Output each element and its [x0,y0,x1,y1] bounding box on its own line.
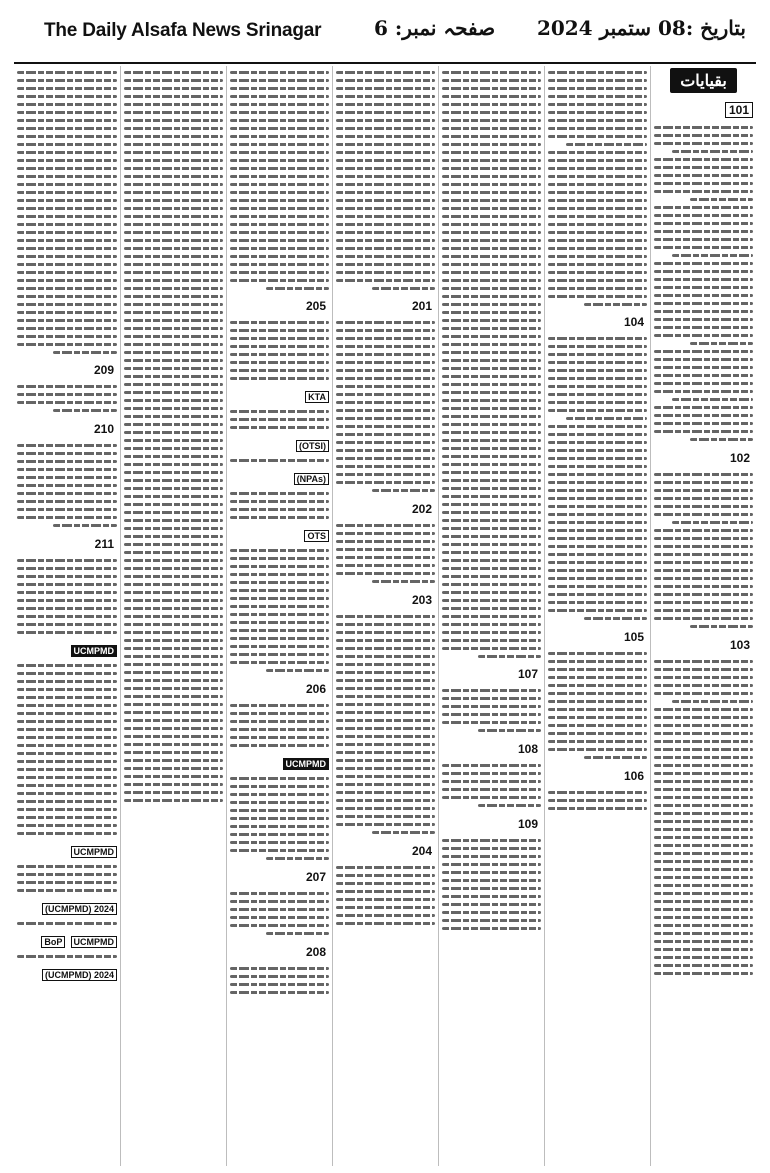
story-number: 205 [305,299,326,313]
publication-name: The Daily Alsafa News Srinagar [44,20,322,41]
ucmpmd-tag: UCMPMD [283,758,330,770]
story-202 [336,498,435,583]
story-107 [442,663,541,732]
story-205 [230,295,329,672]
column-7 [14,66,120,1166]
story-210 [17,418,117,527]
ucmpmd-tag: (UCMPMD) 2024 [42,969,117,981]
story-203 [336,589,435,834]
story-101 [654,99,753,441]
column-4 [332,66,438,1166]
story-number: 103 [729,638,750,652]
story-209 [17,359,117,412]
story-number: 206 [305,682,326,696]
story-105 [548,626,647,759]
section-title: بقیایات [670,68,737,93]
story-102 [654,447,753,628]
story-number: 210 [93,422,114,436]
otsi-tag: (OTSI) [296,440,329,452]
story-109 [442,813,541,930]
story-number: 107 [517,667,538,681]
npas-tag: (NPAs) [294,473,329,485]
column-3 [438,66,544,1166]
article-columns [14,66,756,1166]
story-108 [442,738,541,807]
story-211 [17,533,117,983]
ucmpmd-tag: UCMPMD [71,645,118,657]
column-6 [120,66,226,1166]
kta-tag: KTA [305,391,329,403]
story-number: 204 [411,844,432,858]
section-banner [654,68,753,93]
ucmpmd-tag: (UCMPMD) 2024 [42,903,117,915]
column-5 [226,66,332,1166]
story-number: 201 [411,299,432,313]
story-number: 101 [725,102,753,118]
story-204 [336,840,435,925]
story-number: 104 [623,315,644,329]
story-104 [548,311,647,620]
ots-tag: OTS [304,530,329,542]
bop-tag: BoP [41,936,65,948]
story-number: 108 [517,742,538,756]
page-number: صفحہ نمبر: 6 [374,16,496,40]
story-206 [230,678,329,860]
story-number: 203 [411,593,432,607]
story-number: 208 [305,945,326,959]
story-number: 105 [623,630,644,644]
masthead [14,6,756,64]
column-1 [650,66,756,1166]
story-106 [548,765,647,810]
column-2 [544,66,650,1166]
story-207 [230,866,329,935]
ucmpmd-tag: UCMPMD [71,846,118,858]
ucmpmd-tag: UCMPMD [71,936,118,948]
story-number: 209 [93,363,114,377]
issue-date: بتاریخ :08 ستمبر 2024 [536,16,746,40]
story-number: 109 [517,817,538,831]
story-number: 211 [94,537,114,551]
story-208 [230,941,329,994]
story-number: 106 [623,769,644,783]
story-number: 207 [305,870,326,884]
story-201 [336,295,435,492]
story-103 [654,634,753,975]
story-number: 102 [729,451,750,465]
story-number: 202 [411,502,432,516]
